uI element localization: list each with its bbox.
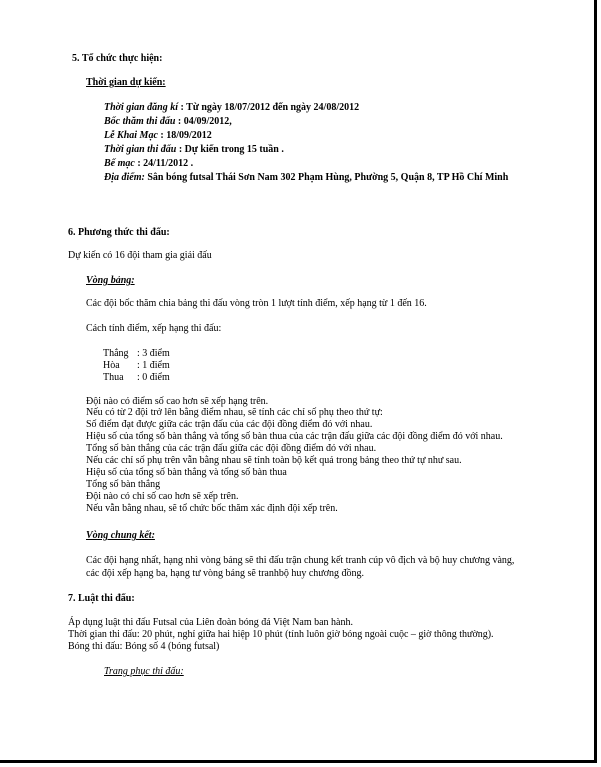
schedule-item (104, 130, 212, 142)
ranking-rule: Nếu có từ 2 đội trở lên bằng điểm nhau, sẽ tính các chỉ số phụ theo thứ tự: (86, 407, 383, 418)
schedule-item-value: : 24/11/2012 . (134, 158, 194, 169)
section-6-intro: Dự kiến có 16 đội tham gia giải đấu (68, 250, 212, 261)
rules-line: Thời gian thi đấu: 20 phút, nghỉ giữa hai hiệp 10 phút (tính luôn giờ bóng ngoài cuộc – giờ thông thường). (68, 629, 494, 640)
points-value: : 3 điểm (137, 348, 170, 359)
ranking-rule: Số điểm đạt được giữa các trận đấu của các đội đồng điểm đó với nhau. (86, 419, 373, 430)
points-label: Thắng (103, 348, 129, 359)
points-row (103, 372, 170, 384)
points-label: Thua (103, 372, 124, 383)
schedule-item-label: Lễ Khai Mạc (104, 130, 158, 141)
schedule-item (104, 158, 193, 170)
final-stage-title: Vòng chung kết: (86, 530, 155, 541)
points-row (103, 360, 170, 372)
points-label: Hòa (103, 360, 120, 371)
schedule-item-label: Thời gian thi đấu (104, 144, 177, 155)
section-6-heading: 6. Phương thức thi đấu: (68, 227, 170, 238)
section-7-heading: 7. Luật thi đấu: (68, 593, 135, 604)
schedule-item (104, 102, 359, 114)
ranking-rule: Nếu các chỉ số phụ trên vẫn bằng nhau sẽ tính toàn bộ kết quả trong bảng theo thứ tự như sau. (86, 455, 462, 466)
schedule-item-label: Bế mạc (104, 158, 135, 169)
schedule-item-label: Địa điểm: (104, 172, 145, 183)
ranking-rule: Hiệu số của tổng số bàn thắng và tổng số bàn thua (86, 467, 287, 478)
uniform-title: Trang phục thi đấu: (104, 666, 184, 677)
points-row (103, 348, 170, 360)
ranking-rule: Nếu vẫn bằng nhau, sẽ tổ chức bốc thăm xác định đội xếp trên. (86, 503, 338, 514)
schedule-item (104, 116, 232, 128)
scoring-title: Cách tính điểm, xếp hạng thi đấu: (86, 323, 222, 334)
group-stage-title: Vòng bảng: (86, 275, 135, 286)
ranking-rule: Hiệu số của tổng số bàn thắng và tổng số bàn thua của các trận đấu giữa các đội đồng điểm đó với nhau. (86, 431, 503, 442)
schedule-item-label: Bốc thăm thi đấu (104, 116, 176, 127)
schedule-item (104, 172, 508, 184)
schedule-item-value: Sân bóng futsal Thái Sơn Nam 302 Phạm Hùng, Phường 5, Quận 8, TP Hồ Chí Minh (144, 172, 509, 183)
schedule-item-value: : Từ ngày 18/07/2012 đến ngày 24/08/2012 (178, 102, 360, 113)
group-stage-desc: Các đội bốc thăm chia bảng thi đấu vòng tròn 1 lượt tính điểm, xếp hạng từ 1 đến 16. (86, 298, 427, 309)
rules-line: Áp dụng luật thi đấu Futsal của Liên đoàn bóng đá Việt Nam ban hành. (68, 617, 353, 628)
schedule-item-label: Thời gian đăng kí (104, 102, 178, 113)
ranking-rule: Tổng số bàn thắng (86, 479, 161, 490)
schedule-item-value: : 18/09/2012 (157, 130, 212, 141)
points-value: : 0 điểm (137, 372, 170, 383)
final-stage-line: các đội xếp hạng ba, hạng tư vòng bảng sẽ tranhbộ huy chương đồng. (86, 568, 365, 579)
ranking-rule: Đội nào có chỉ số cao hơn sẽ xếp trên. (86, 491, 239, 502)
points-value: : 1 điểm (137, 360, 170, 371)
ranking-rule: Đội nào có điểm số cao hơn sẽ xếp hạng trên. (86, 396, 269, 407)
final-stage-line: Các đội hạng nhất, hạng nhì vòng bảng sẽ thi đấu trận chung kết tranh cúp vô địch và bộ huy chương vàng, (86, 555, 515, 566)
ranking-rule: Tổng số bàn thắng của các trận đấu giữa các đội đồng điểm đó với nhau. (86, 443, 377, 454)
section-5-heading: 5. Tổ chức thực hiện: (72, 53, 163, 64)
schedule-item-value: : 04/09/2012, (175, 116, 232, 127)
rules-line: Bóng thi đấu: Bóng số 4 (bóng futsal) (68, 641, 220, 652)
schedule-subheading: Thời gian dự kiến: (86, 77, 166, 88)
schedule-item-value: : Dự kiến trong 15 tuần . (176, 144, 284, 155)
schedule-item (104, 144, 284, 156)
